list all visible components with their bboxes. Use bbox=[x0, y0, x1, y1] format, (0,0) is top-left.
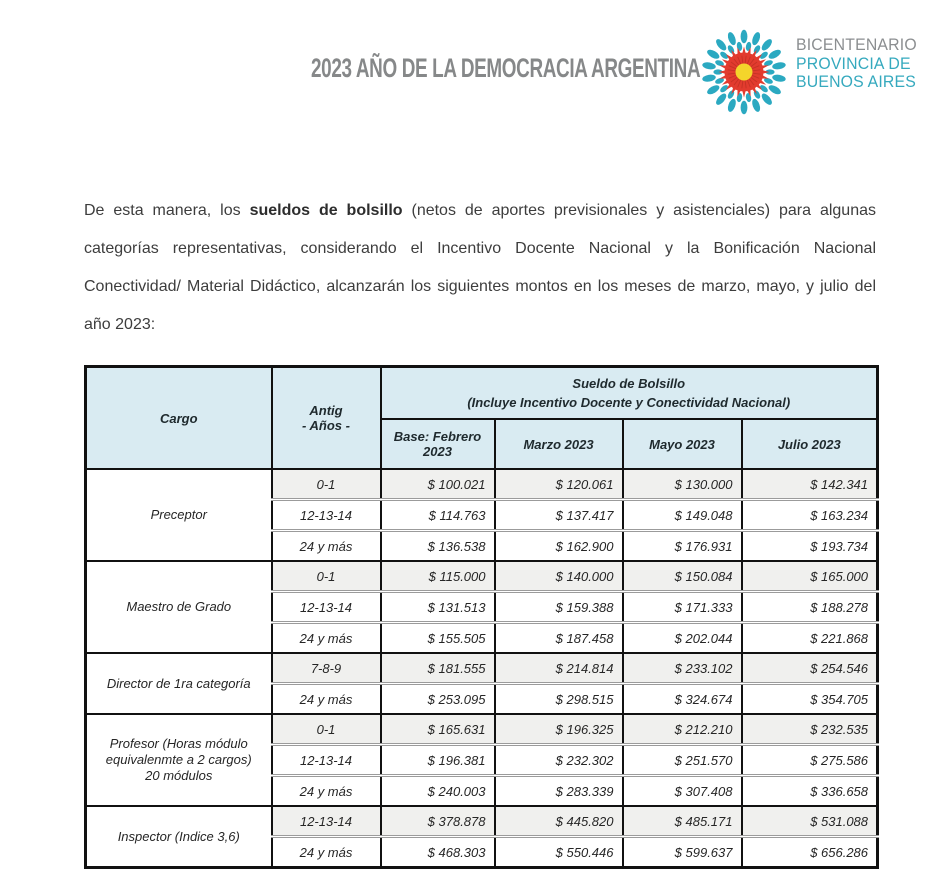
cargo-cell-profesor: Profesor (Horas módulo equivalenmte a 2 cargos) 20 módulos bbox=[86, 714, 272, 806]
salary-table bbox=[84, 365, 879, 869]
amount-cell: $ 131.513 bbox=[381, 592, 495, 623]
amount-cell: $ 155.505 bbox=[381, 623, 495, 654]
amount-cell: $ 187.458 bbox=[495, 623, 623, 654]
header-row-top bbox=[86, 367, 878, 420]
amount-cell: $ 163.234 bbox=[742, 500, 878, 531]
antig-cell: 24 y más bbox=[272, 684, 381, 715]
header-antiguedad bbox=[272, 367, 381, 470]
amount-cell: $ 445.820 bbox=[495, 806, 623, 837]
salary-table-header bbox=[86, 367, 878, 470]
amount-cell: $ 336.658 bbox=[742, 776, 878, 807]
header-sueldo-line1: Sueldo de Bolsillo bbox=[572, 376, 686, 391]
brand-block bbox=[796, 36, 917, 92]
amount-cell: $ 100.021 bbox=[381, 469, 495, 500]
header-sueldo-de-bolsillo bbox=[381, 367, 878, 420]
intro-paragraph bbox=[84, 192, 876, 344]
amount-cell: $ 354.705 bbox=[742, 684, 878, 715]
intro-text-bold: sueldos de bolsillo bbox=[249, 202, 403, 219]
antig-cell: 24 y más bbox=[272, 837, 381, 868]
amount-cell: $ 181.555 bbox=[381, 653, 495, 684]
amount-cell: $ 171.333 bbox=[623, 592, 742, 623]
bicentenario-logo-icon bbox=[699, 27, 789, 117]
antig-cell: 12-13-14 bbox=[272, 745, 381, 776]
amount-cell: $ 485.171 bbox=[623, 806, 742, 837]
amount-cell: $ 150.084 bbox=[623, 561, 742, 592]
amount-cell: $ 176.931 bbox=[623, 531, 742, 562]
amount-cell: $ 232.535 bbox=[742, 714, 878, 745]
amount-cell: $ 193.734 bbox=[742, 531, 878, 562]
amount-cell: $ 232.302 bbox=[495, 745, 623, 776]
amount-cell: $ 196.325 bbox=[495, 714, 623, 745]
table-row bbox=[86, 561, 878, 592]
table-row bbox=[86, 469, 878, 500]
header-cargo bbox=[86, 367, 272, 470]
amount-cell: $ 140.000 bbox=[495, 561, 623, 592]
amount-cell: $ 307.408 bbox=[623, 776, 742, 807]
amount-cell: $ 214.814 bbox=[495, 653, 623, 684]
year-motto: 2023 AÑO DE LA DEMOCRACIA ARGENTINA bbox=[311, 53, 701, 83]
amount-cell: $ 378.878 bbox=[381, 806, 495, 837]
amount-cell: $ 251.570 bbox=[623, 745, 742, 776]
intro-text-end: (netos de aportes previsionales y asistenciales) para algunas categorías representativas, considerando el Incentivo Docente Nacional y la Bonificación Nacional Conectividad/ Material Didáctico, alcanzarán los siguientes montos en los meses de marzo, mayo, y julio del año 2023: bbox=[84, 202, 877, 333]
amount-cell: $ 298.515 bbox=[495, 684, 623, 715]
amount-cell: $ 221.868 bbox=[742, 623, 878, 654]
amount-cell: $ 212.210 bbox=[623, 714, 742, 745]
amount-cell: $ 275.586 bbox=[742, 745, 878, 776]
amount-cell: $ 233.102 bbox=[623, 653, 742, 684]
amount-cell: $ 162.900 bbox=[495, 531, 623, 562]
amount-cell: $ 130.000 bbox=[623, 469, 742, 500]
cargo-cell-inspector: Inspector (Indice 3,6) bbox=[86, 806, 272, 868]
antig-cell: 0-1 bbox=[272, 469, 381, 500]
antig-cell: 24 y más bbox=[272, 776, 381, 807]
antig-cell: 24 y más bbox=[272, 531, 381, 562]
amount-cell: $ 120.061 bbox=[495, 469, 623, 500]
amount-cell: $ 468.303 bbox=[381, 837, 495, 868]
amount-cell: $ 240.003 bbox=[381, 776, 495, 807]
antig-cell: 0-1 bbox=[272, 714, 381, 745]
table-row bbox=[86, 653, 878, 684]
antig-cell: 12-13-14 bbox=[272, 592, 381, 623]
amount-cell: $ 254.546 bbox=[742, 653, 878, 684]
antig-cell: 24 y más bbox=[272, 623, 381, 654]
antig-cell: 0-1 bbox=[272, 561, 381, 592]
amount-cell: $ 324.674 bbox=[623, 684, 742, 715]
amount-cell: $ 599.637 bbox=[623, 837, 742, 868]
amount-cell: $ 165.631 bbox=[381, 714, 495, 745]
intro-text-start: De esta manera, los bbox=[84, 202, 250, 219]
antig-cell: 7-8-9 bbox=[272, 653, 381, 684]
header-julio: Julio 2023 bbox=[742, 419, 878, 469]
cargo-cell-maestro: Maestro de Grado bbox=[86, 561, 272, 653]
table-row bbox=[86, 714, 878, 745]
brand-line-buenos-aires: BUENOS AIRES bbox=[796, 72, 916, 91]
amount-cell: $ 142.341 bbox=[742, 469, 878, 500]
header-antig-line1: Antig bbox=[309, 403, 343, 418]
amount-cell: $ 114.763 bbox=[381, 500, 495, 531]
amount-cell: $ 115.000 bbox=[381, 561, 495, 592]
table-row bbox=[86, 806, 878, 837]
header-base-febrero: Base: Febrero 2023 bbox=[381, 419, 495, 469]
amount-cell: $ 137.417 bbox=[495, 500, 623, 531]
header-mayo: Mayo 2023 bbox=[623, 419, 742, 469]
amount-cell: $ 253.095 bbox=[381, 684, 495, 715]
amount-cell: $ 656.286 bbox=[742, 837, 878, 868]
antig-cell: 12-13-14 bbox=[272, 500, 381, 531]
amount-cell: $ 550.446 bbox=[495, 837, 623, 868]
cargo-cell-director: Director de 1ra categoría bbox=[86, 653, 272, 714]
amount-cell: $ 283.339 bbox=[495, 776, 623, 807]
amount-cell: $ 149.048 bbox=[623, 500, 742, 531]
amount-cell: $ 159.388 bbox=[495, 592, 623, 623]
header-sueldo-line2: (Incluye Incentivo Docente y Conectividad Nacional) bbox=[467, 395, 791, 410]
amount-cell: $ 202.044 bbox=[623, 623, 742, 654]
amount-cell: $ 531.088 bbox=[742, 806, 878, 837]
header-antig-line2: - Años - bbox=[302, 418, 350, 433]
header-marzo: Marzo 2023 bbox=[495, 419, 623, 469]
amount-cell: $ 165.000 bbox=[742, 561, 878, 592]
cargo-cell-preceptor: Preceptor bbox=[86, 469, 272, 561]
brand-line-provincia: PROVINCIA DE bbox=[796, 53, 911, 73]
salary-table-body bbox=[86, 469, 878, 868]
header-cargo-label: Cargo bbox=[159, 410, 198, 426]
antig-cell: 12-13-14 bbox=[272, 806, 381, 837]
amount-cell: $ 136.538 bbox=[381, 531, 495, 562]
brand-line-bicentenario: BICENTENARIO bbox=[796, 35, 917, 54]
amount-cell: $ 188.278 bbox=[742, 592, 878, 623]
amount-cell: $ 196.381 bbox=[381, 745, 495, 776]
